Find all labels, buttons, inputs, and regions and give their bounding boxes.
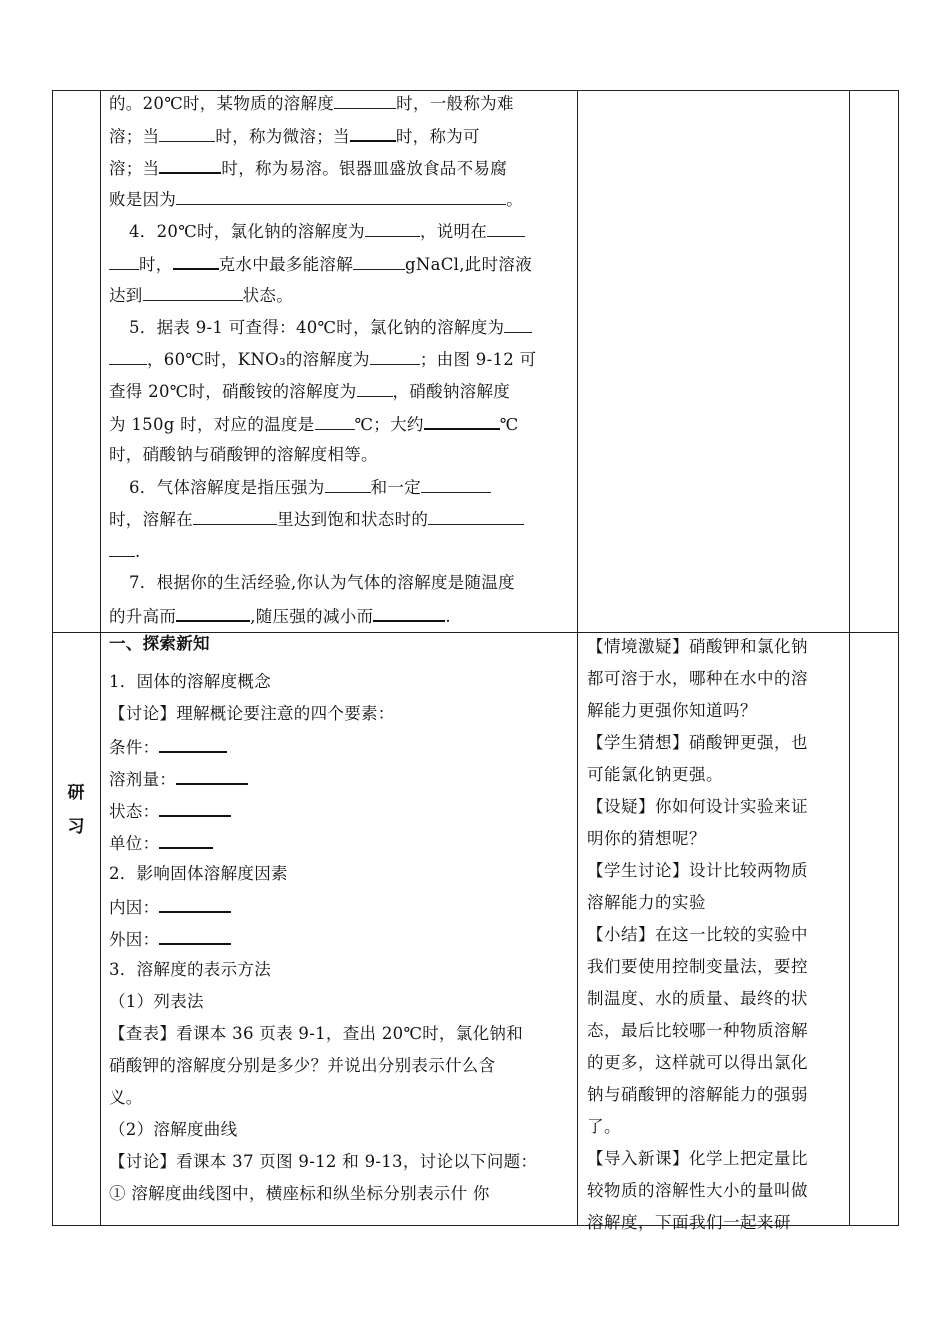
exercise-line: 4．20℃时，氯化钠的溶解度为 ，说明在: [129, 221, 525, 242]
exercise-line: 的升高而 ,随压强的减小而 .: [109, 607, 451, 626]
explore-new-knowledge: [109, 633, 570, 1223]
condition-row: 条件：: [109, 736, 227, 758]
note-line: 溶解度，下面我们一起来研: [587, 1213, 791, 1232]
q1: ① 溶解度曲线图中，横座标和纵坐标分别表示什 你: [109, 1184, 490, 1203]
internal-row: 内因：: [109, 896, 231, 918]
exercise-line: 溶；当 时，称为微溶；当 时，称为可: [109, 127, 480, 146]
exercise-line: 的。20℃时，某物质的溶解度 时，一般称为难: [109, 94, 514, 113]
note-line: 明你的猜想呢？: [587, 829, 706, 848]
teacher-notes: [587, 633, 847, 1232]
exercise-line: 时，硝酸钠与硝酸钾的溶解度相等。: [109, 445, 378, 464]
item1: 1．固体的溶解度概念: [109, 672, 271, 691]
note-line: 都可溶于水，哪种在水中的溶: [587, 669, 808, 688]
table-divider-3: [849, 90, 850, 1226]
exercise-line: 为 150g 时，对应的温度是 ℃；大约 ℃: [109, 415, 519, 434]
table-divider-1: [100, 90, 101, 1226]
item2: 2．影响固体溶解度因素: [109, 864, 288, 883]
note-line: 了。: [587, 1117, 621, 1136]
note-line: 态，最后比较哪一种物质溶解: [587, 1021, 808, 1040]
exercise-line: .: [109, 541, 141, 562]
external-row: 外因：: [109, 928, 231, 950]
note-line: 【小结】在这一比较的实验中: [587, 925, 808, 944]
exercise-line: 5．据表 9-1 可查得：40℃时，氯化钠的溶解度为: [129, 317, 532, 338]
exercise-line: 时， 克水中最多能溶解 gNaCl,此时溶液: [109, 253, 532, 275]
lookup-c: 义。: [109, 1088, 143, 1107]
exercise-line: 败是因为 。: [109, 190, 524, 209]
note-line: 【设疑】你如何设计实验来证: [587, 797, 808, 816]
explore-heading: 一、探索新知: [109, 634, 210, 653]
note-line: 溶解能力的实验: [587, 893, 706, 912]
lesson-table: [52, 90, 899, 1232]
note-line: 较物质的溶解性大小的量叫做: [587, 1181, 808, 1200]
discuss2: 【讨论】看课本 37 页图 9-12 和 9-13，讨论以下问题：: [109, 1152, 538, 1171]
item3: 3．溶解度的表示方法: [109, 960, 271, 979]
section-label-yan: 研: [67, 783, 85, 803]
solvent-row: 溶剂量：: [109, 768, 248, 790]
exercise-line: 溶；当 时，称为易溶。银器皿盛放食品不易腐: [109, 159, 508, 178]
table-divider-2: [577, 90, 578, 1226]
lookup-b: 硝酸钾的溶解度分别是多少？并说出分别表示什么含: [109, 1056, 496, 1075]
lookup-a: 【查表】看课本 36 页表 9-1，查出 20℃时，氯化钠和: [109, 1024, 523, 1043]
exercise-line: 7．根据你的生活经验,你认为气体的溶解度是随温度: [129, 573, 515, 592]
unit-row: 单位：: [109, 832, 213, 854]
note-line: 钠与硝酸钾的溶解能力的强弱: [587, 1085, 808, 1104]
discuss1: 【讨论】理解概论要注意的四个要素：: [109, 704, 395, 723]
sub1: （1）列表法: [109, 992, 204, 1011]
note-line: 的更多，这样就可以得出氯化: [587, 1053, 808, 1072]
note-line: 【学生猜想】硝酸钾更强，也: [587, 733, 808, 752]
note-line: 【情境激疑】硝酸钾和氯化钠: [587, 637, 808, 656]
note-line: 【导入新课】化学上把定量比: [587, 1149, 808, 1168]
exercise-line: 达到 状态。: [109, 286, 294, 305]
exercise-line: 查得 20℃时，硝酸铵的溶解度为 ，硝酸钠溶解度: [109, 382, 511, 401]
exercise-line: ，60℃时，KNO₃的溶解度为 ；由图 9-12 可: [109, 349, 536, 370]
table-border-right: [898, 90, 899, 1226]
note-line: 制温度、水的质量、最终的状: [587, 989, 808, 1008]
note-line: 【学生讨论】设计比较两物质: [587, 861, 808, 880]
preview-exercises: [109, 90, 570, 630]
note-line: 解能力更强你知道吗？: [587, 701, 757, 720]
exercise-line: 时，溶解在 里达到饱和状态时的: [109, 509, 524, 530]
sub2: （2）溶解度曲线: [109, 1120, 238, 1139]
table-border-left: [52, 90, 53, 1226]
note-line: 我们要使用控制变量法，要控: [587, 957, 808, 976]
note-line: 可能氯化钠更强。: [587, 765, 723, 784]
state-row: 状态：: [109, 800, 231, 822]
section-label-xi: 习: [67, 817, 85, 837]
exercise-line: 6．气体溶解度是指压强为 和一定: [129, 477, 491, 498]
